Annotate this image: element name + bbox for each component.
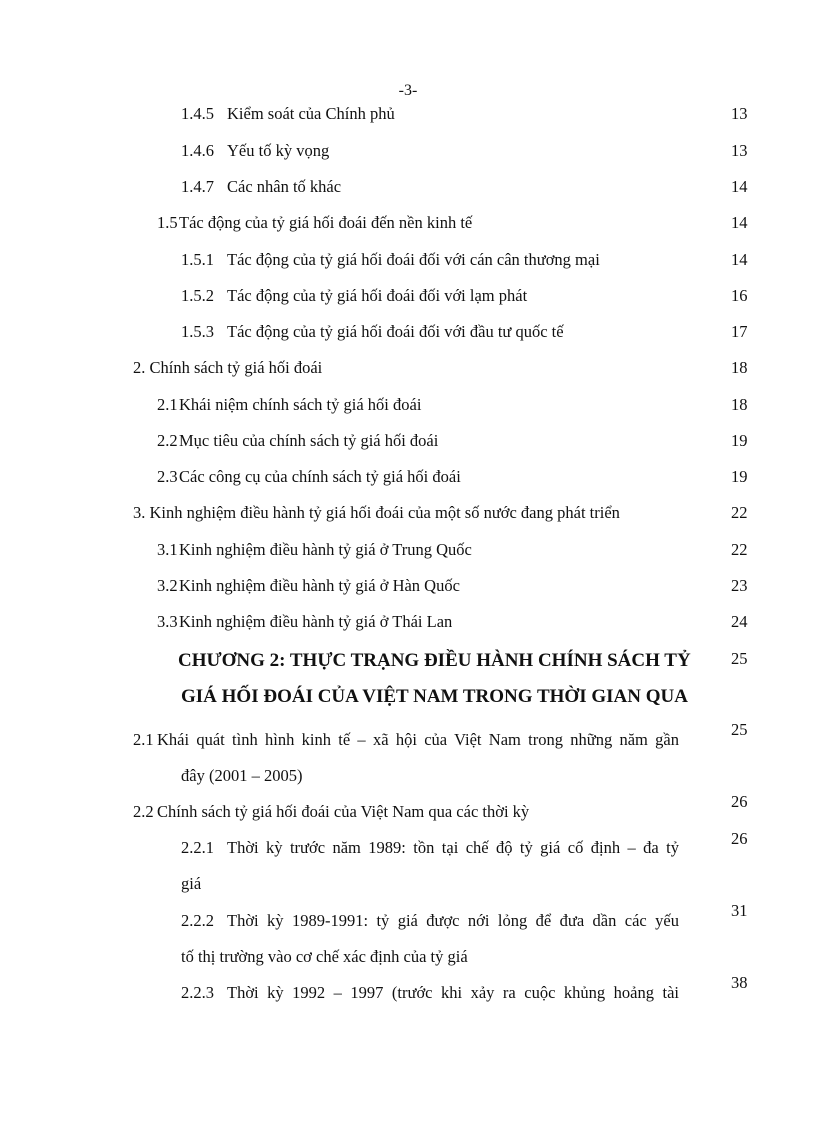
toc-entry-number: 1.5 [157, 213, 178, 232]
toc-entry-page: 14 [731, 177, 748, 196]
toc-entry-page: 25 [731, 720, 748, 739]
toc-entry-title-line: tố thị trường vào cơ chế xác định của tỷ giá [181, 947, 468, 966]
toc-entry [133, 503, 620, 523]
toc-entry [157, 431, 438, 451]
toc-entry-number: 1.4.6 [181, 141, 214, 160]
toc-entry-page: 14 [731, 250, 748, 269]
toc-entry [181, 286, 527, 306]
toc-entry-number: 2.3 [157, 467, 178, 486]
toc-entry-title: Tác động của tỷ giá hối đoái đến nền kinh tế [179, 213, 473, 232]
toc-entry-title-line: đây (2001 – 2005) [181, 766, 303, 785]
toc-entry-page: 18 [731, 358, 748, 377]
toc-entry [181, 104, 395, 124]
toc-entry-number: 2.1 [157, 395, 178, 414]
toc-entry-page: 14 [731, 213, 748, 232]
page-number: -3- [398, 82, 418, 99]
toc-entry-title-line: Thời kỳ trước năm 1989: tồn tại chế độ tỷ giá cố định – đa tỷ [227, 838, 679, 857]
toc-entry-number: 3.3 [157, 612, 178, 631]
toc-entry-page: 19 [731, 431, 748, 450]
toc-entry-page: 17 [731, 322, 748, 341]
toc-entry-page: 24 [731, 612, 748, 631]
toc-entry [133, 358, 322, 378]
toc-entry-number: 2.2.2 [181, 911, 214, 930]
toc-entry [181, 141, 329, 161]
toc-entry-page: 23 [731, 576, 748, 595]
toc-entry-title [227, 838, 679, 874]
toc-entry-title [157, 730, 679, 766]
toc-entry-title: Kinh nghiệm điều hành tỷ giá hối đoái của một số nước đang phát triển [149, 503, 620, 522]
chapter-page: 25 [731, 649, 748, 668]
toc-entry [157, 612, 452, 632]
toc-entry-page: 13 [731, 104, 748, 123]
toc-entry-number: 3.1 [157, 540, 178, 559]
toc-entry-page: 31 [731, 901, 748, 920]
toc-entry-number: 2.2.1 [181, 838, 214, 857]
toc-entry-page: 26 [731, 829, 748, 848]
toc-entry-title: Tác động của tỷ giá hối đoái đối với cán cân thương mại [227, 250, 600, 269]
toc-entry-number: 1.5.3 [181, 322, 214, 341]
toc-entry-page: 13 [731, 141, 748, 160]
toc-entry [157, 213, 472, 233]
toc-entry-page: 18 [731, 395, 748, 414]
toc-entry-title [227, 983, 679, 1019]
toc-entry-number: 2.2 [133, 802, 154, 821]
toc-entry-page: 19 [731, 467, 748, 486]
toc-entry-number: 1.5.1 [181, 250, 214, 269]
toc-entry-number: 3.2 [157, 576, 178, 595]
toc-entry [157, 395, 421, 415]
toc-entry-title-line: Thời kỳ 1992 – 1997 (trước khi xảy ra cuộc khủng hoảng tài [227, 983, 679, 1002]
toc-entry [181, 250, 600, 270]
toc-entry [157, 540, 472, 560]
toc-entry-page: 22 [731, 540, 748, 559]
toc-entry-title: Mục tiêu của chính sách tỷ giá hối đoái [179, 431, 439, 450]
toc-entry-number: 3. [133, 503, 146, 522]
toc-entry-number: 1.4.5 [181, 104, 214, 123]
toc-entry-title-line: Thời kỳ 1989-1991: tỷ giá được nới lỏng để đưa dần các yếu [227, 911, 679, 930]
toc-entry [157, 467, 461, 487]
toc-entry [157, 576, 460, 596]
toc-entry-title-line: Khái quát tình hình kinh tế – xã hội của Việt Nam trong những năm gần [157, 730, 679, 749]
toc-entry-title: Yếu tố kỳ vọng [227, 141, 330, 160]
toc-entry-page: 26 [731, 792, 748, 811]
toc-entry-title: Kinh nghiệm điều hành tỷ giá ở Hàn Quốc [179, 576, 460, 595]
toc-entry-title: Chính sách tỷ giá hối đoái [149, 358, 323, 377]
chapter-heading-line1: CHƯƠNG 2: THỰC TRẠNG ĐIỀU HÀNH CHÍNH SÁCH TỶ [178, 650, 691, 671]
toc-entry-title: Tác động của tỷ giá hối đoái đối với đầu tư quốc tế [227, 322, 564, 341]
toc-entry-number: 1.4.7 [181, 177, 214, 196]
toc-entry [181, 322, 564, 342]
toc-entry-number: 1.5.2 [181, 286, 214, 305]
toc-entry-title: Các nhân tố khác [227, 177, 342, 196]
toc-entry-number: 2.2.3 [181, 983, 214, 1002]
chapter-heading-line2: GIÁ HỐI ĐOÁI CỦA VIỆT NAM TRONG THỜI GIAN QUA [181, 686, 688, 707]
toc-entry-title: Tác động của tỷ giá hối đoái đối với lạm phát [227, 286, 528, 305]
toc-entry-page: 22 [731, 503, 748, 522]
toc-entry-title: Chính sách tỷ giá hối đoái của Việt Nam qua các thời kỳ [157, 802, 530, 821]
toc-entry-title: Khái niệm chính sách tỷ giá hối đoái [179, 395, 422, 414]
toc-entry [181, 177, 341, 197]
toc-entry-title-line: giá [181, 874, 202, 893]
toc-entry-title: Kiểm soát của Chính phủ [227, 104, 395, 123]
toc-entry-title: Kinh nghiệm điều hành tỷ giá ở Thái Lan [179, 612, 453, 631]
toc-entry-number: 2.1 [133, 730, 154, 749]
toc-entry-number: 2. [133, 358, 146, 377]
toc-entry-title: Các công cụ của chính sách tỷ giá hối đoái [179, 467, 461, 486]
toc-entry-page: 38 [731, 973, 748, 992]
toc-entry-title [227, 911, 679, 947]
toc-entry-page: 16 [731, 286, 748, 305]
toc-entry-title: Kinh nghiệm điều hành tỷ giá ở Trung Quốc [179, 540, 472, 559]
toc-entry-number: 2.2 [157, 431, 178, 450]
